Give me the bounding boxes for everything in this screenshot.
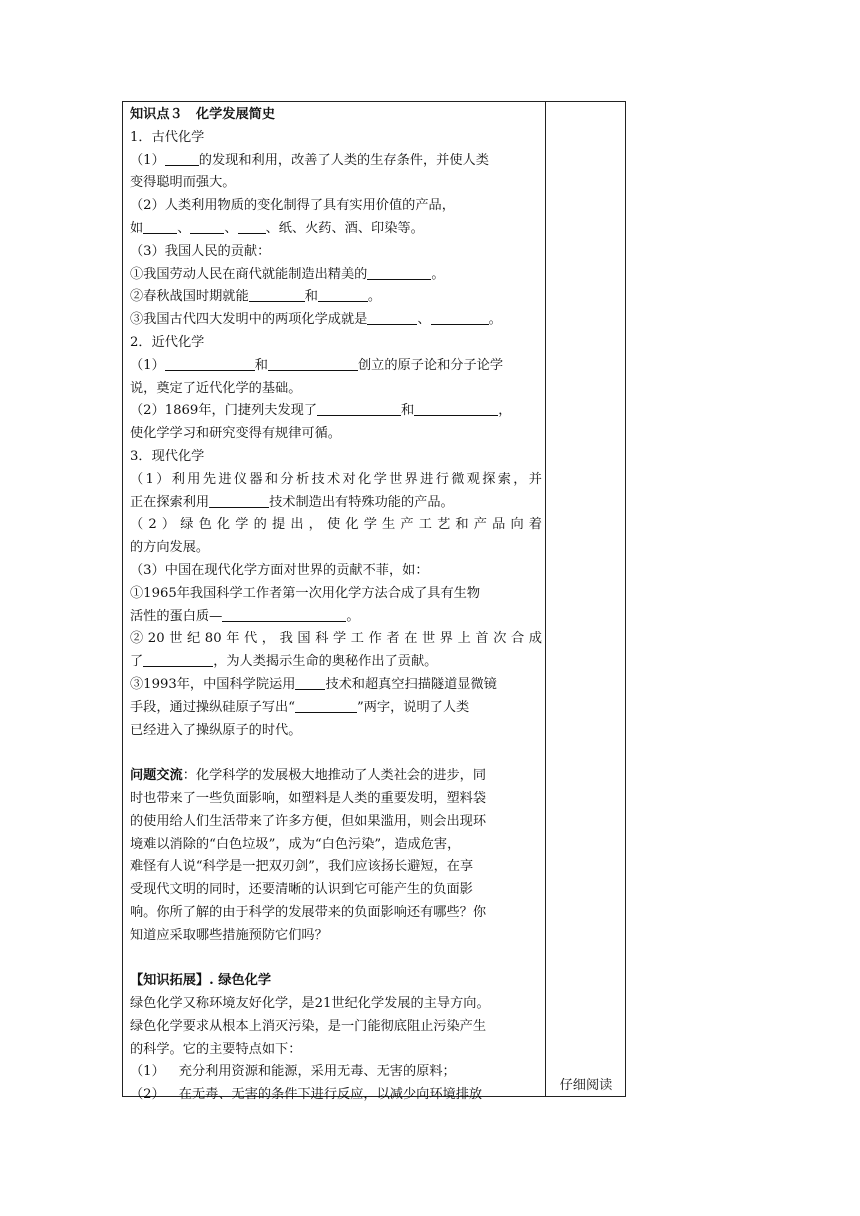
ancient-p1-cont: 变得聪明而强大。 xyxy=(130,175,236,191)
contemporary-p2: （2）绿色化学的提出，使化学生产工艺和产品向着 xyxy=(130,517,542,533)
extension-title: 【知识拓展】. 绿色化学 xyxy=(130,973,272,989)
blank[interactable] xyxy=(268,356,358,371)
contemporary-p3a: ①1965年我国科学工作者第一次用化学方法合成了具有生物 xyxy=(130,585,481,601)
contemporary-p3b-cont: 了 ，为人类揭示生命的奥秘作出了贡献。 xyxy=(130,654,438,670)
blank[interactable] xyxy=(318,287,368,302)
blank[interactable] xyxy=(249,287,305,302)
column-divider xyxy=(545,101,546,1097)
blank[interactable] xyxy=(414,401,498,416)
blank[interactable] xyxy=(367,310,417,325)
discussion-line: 境难以消除的“白色垃圾”，成为“白色污染”，造成危害， xyxy=(130,836,461,852)
contemporary-p3b: ②20世纪80年代，我国科学工作者在世界上首次合成 xyxy=(130,631,542,647)
contemporary-p1: （1）利用先进仪器和分析技术对化学世界进行微观探索，并 xyxy=(130,471,542,487)
discussion-line: 难怪有人说“科学是一把双刃剑”，我们应该扬长避短，在享 xyxy=(130,859,474,875)
content-column xyxy=(130,104,542,1107)
extension-item: （1） 充分利用资源和能源，采用无毒、无害的原料； xyxy=(130,1064,456,1080)
ancient-p1: （1） 的发现和利用，改善了人类的生存条件，并使人类 xyxy=(130,152,489,168)
blank[interactable] xyxy=(317,401,401,416)
contemporary-p3c-cont: 手段，通过操纵硅原子写出“ ”两字，说明了人类 xyxy=(130,699,470,715)
discussion-line: 时也带来了一些负面影响，如塑料是人类的重要发明，塑料袋 xyxy=(130,790,487,806)
blank[interactable] xyxy=(431,310,489,325)
ancient-p2-cont: 如 、 、 、纸、火药、酒、印染等。 xyxy=(130,220,424,236)
blank[interactable] xyxy=(295,675,325,690)
blank[interactable] xyxy=(143,219,177,234)
contemporary-p3c: ③1993年，中国科学院运用 技术和超真空扫描隧道显微镜 xyxy=(130,676,497,692)
discussion-line: 的使用给人们生活带来了许多方便，但如果滥用，则会出现环 xyxy=(130,813,487,829)
extension-item: （2） 在无毒、无害的条件下进行反应，以减少向环境排放 xyxy=(130,1087,483,1103)
blank[interactable] xyxy=(295,698,357,713)
ancient-p2: （2）人类利用物质的变化制得了具有实用价值的产品， xyxy=(130,198,455,214)
modern-p2: （2）1869年，门捷列夫发现了 和 ， xyxy=(130,403,512,419)
modern-p1: （1） 和 创立的原子论和分子论学 xyxy=(130,357,504,373)
modern-p2-cont: 使化学学习和研究变得有规律可循。 xyxy=(130,426,341,442)
side-note: 仔细阅读 xyxy=(559,1078,613,1093)
extension-line: 的科学。它的主要特点如下： xyxy=(130,1041,302,1057)
ancient-p3a: ①我国劳动人民在商代就能制造出精美的 。 xyxy=(130,266,445,282)
contemporary-p3c-end: 已经进入了操纵原子的时代。 xyxy=(130,722,302,738)
section-title: 知识点３ 化学发展简史 xyxy=(130,107,276,122)
blank[interactable] xyxy=(367,265,431,280)
modern-p1-cont: 说，奠定了近代化学的基础。 xyxy=(130,380,302,396)
discussion-line: 响。你所了解的由于科学的发展带来的负面影响还有哪些？你 xyxy=(130,904,487,920)
extension-line: 绿色化学要求从根本上消灭污染，是一门能彻底阻止污染产生 xyxy=(130,1018,487,1034)
blank[interactable] xyxy=(165,356,255,371)
ancient-p3b: ②春秋战国时期就能 和 。 xyxy=(130,289,382,305)
discussion-line: 受现代文明的同时，还要清晰的认识到它可能产生的负面影 xyxy=(130,882,473,898)
discussion-first-line: 问题交流：化学科学的发展极大地推动了人类社会的进步，同 xyxy=(130,768,487,784)
heading-modern: 2．近代化学 xyxy=(130,334,205,350)
contemporary-p3a-cont: 活性的蛋白质— 。 xyxy=(130,608,360,624)
ancient-p3: （3）我国人民的贡献： xyxy=(130,243,271,259)
blank[interactable] xyxy=(143,652,213,667)
blank[interactable] xyxy=(222,607,346,622)
blank[interactable] xyxy=(209,493,269,508)
discussion-line: 知道应采取哪些措施预防它们吗？ xyxy=(130,927,328,943)
blank[interactable] xyxy=(165,151,199,166)
ancient-p3c: ③我国古代四大发明中的两项化学成就是 、 。 xyxy=(130,312,502,328)
discussion-label: 问题交流 xyxy=(130,768,183,784)
blank[interactable] xyxy=(238,219,266,234)
heading-ancient: 1．古代化学 xyxy=(130,129,205,145)
contemporary-p1-cont: 正在探索利用 技术制造出有特殊功能的产品。 xyxy=(130,494,454,510)
heading-contemporary: 3．现代化学 xyxy=(130,448,205,464)
contemporary-p2-cont: 的方向发展。 xyxy=(130,540,210,556)
blank[interactable] xyxy=(190,219,224,234)
extension-line: 绿色化学又称环境友好化学，是21世纪化学发展的主导方向。 xyxy=(130,996,490,1012)
contemporary-p3: （3）中国在现代化学方面对世界的贡献不菲，如： xyxy=(130,562,429,578)
